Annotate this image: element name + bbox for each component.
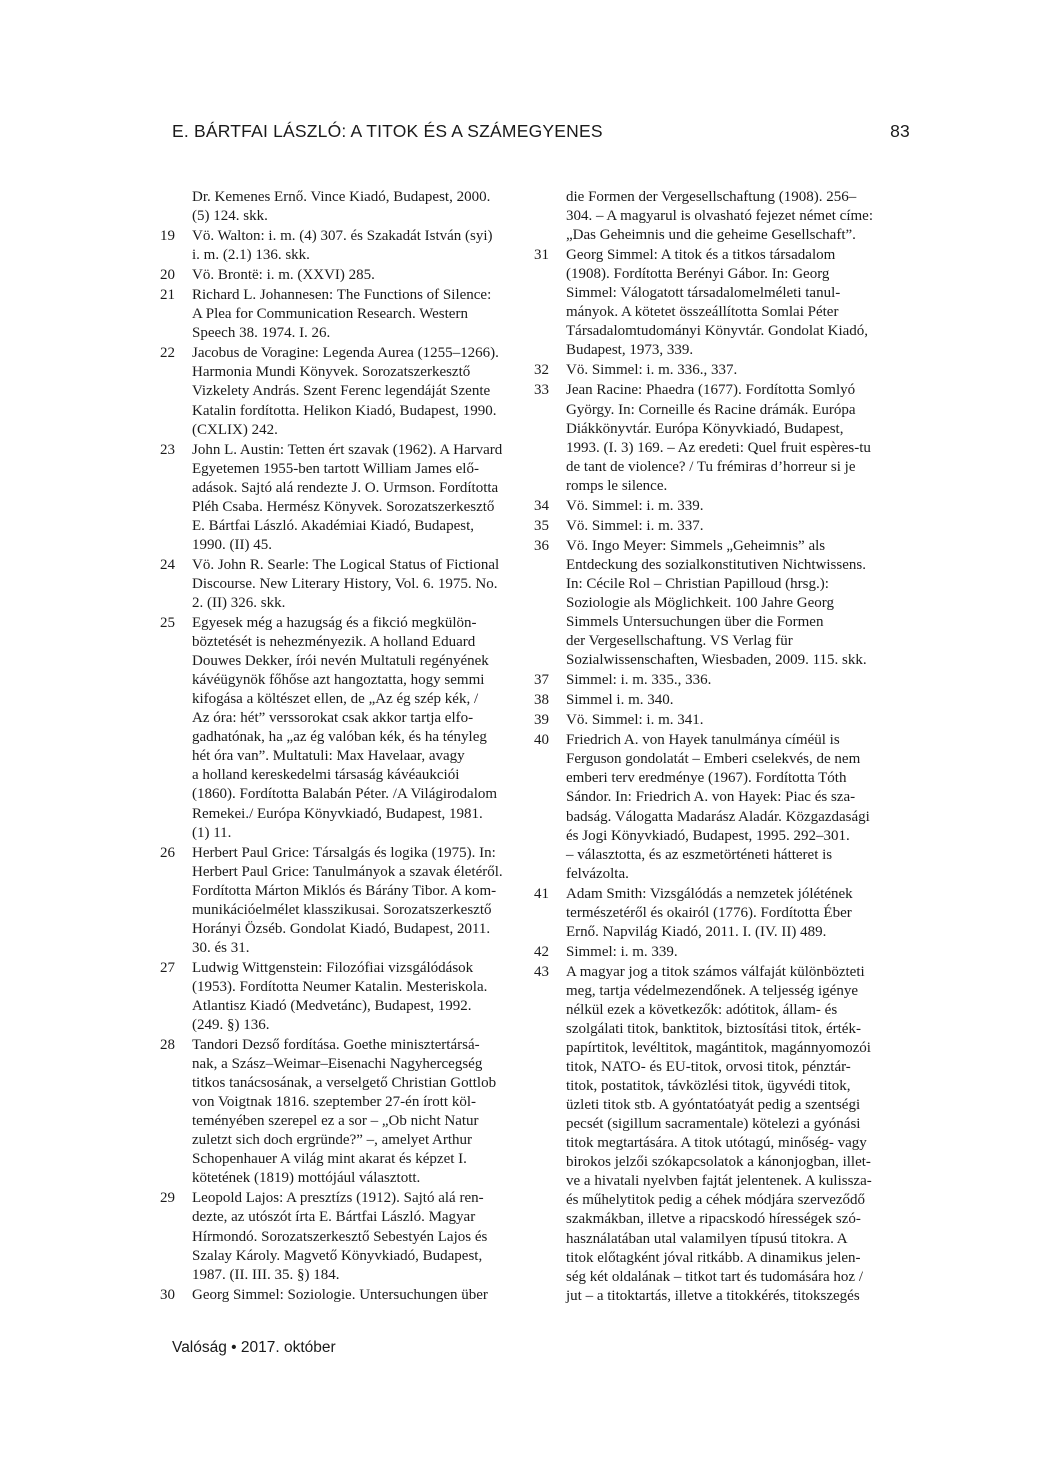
footnote <box>534 731 896 883</box>
footnote-number: 29 <box>160 1190 175 1207</box>
footnote-text: Simmel i. m. 340. <box>566 692 674 709</box>
footnote <box>160 344 528 439</box>
footnote <box>160 441 528 555</box>
footnote-text: Vö. John R. Searle: The Logical Status of Fictional Discourse. New Literary History, Vol. 6. 1975. No. 2. (II) 326. skk. <box>192 556 500 611</box>
footnote <box>534 671 896 690</box>
footnote-number: 43 <box>534 963 549 980</box>
footnote-text: Vö. Simmel: i. m. 341. <box>566 712 704 729</box>
footnote-number: 36 <box>534 537 549 554</box>
footnote-number: 34 <box>534 497 549 514</box>
footnote <box>160 844 528 958</box>
footnote-text: Georg Simmel: A titok és a titkos társadalom (1908). Fordította Berényi Gábor. In: Georg Simmel: Válogatott társadalomelméleti tanul- mányok. A kötetet összeállította Somlai Péter Társadalomtudományi Könyvtár. Gondolat Kiadó, Budapest, 1973, 339. <box>566 247 869 359</box>
footnote-text: Friedrich A. von Hayek tanulmánya címéül is Ferguson gondolatát – Emberi cselekvés, de nem emberi terv eredménye (1967). Fordította Tóth Sándor. In: Friedrich A. von Hayek: Piac és sza- badság. Válogatta Madarász Aladár. Közgazdasági és Jogi Könyvkiadó, Budapest, 1995. 292–301. – választotta, és az eszmetörténeti hátteret is felvázolta. <box>566 732 870 882</box>
footnote <box>534 517 896 536</box>
footnote-text: Simmel: i. m. 335., 336. <box>566 672 712 689</box>
footnote <box>534 943 896 962</box>
footnote <box>160 556 528 613</box>
running-header <box>172 121 910 145</box>
footnote-number: 35 <box>534 517 549 534</box>
footnote-text: Jean Racine: Phaedra (1677). Fordította Somlyó György. In: Corneille és Racine drámák. Európa Diákkönyvtár. Európa Könyvkiadó, Budapest, 1993. (I. 3) 169. – Az eredeti: Quel fruit espères-tu de tant de violence? / Tu frémiras d’horreur si je romps le silence. <box>566 382 871 494</box>
footnote <box>160 227 528 265</box>
footnote-number: 31 <box>534 247 549 264</box>
footnote-text: Vö. Walton: i. m. (4) 307. és Szakadát István (syi) i. m. (2.1) 136. skk. <box>192 228 493 264</box>
footnote-number: 39 <box>534 712 549 729</box>
footnote-text: Vö. Brontë: i. m. (XXVI) 285. <box>192 267 375 284</box>
footnote-text: Leopold Lajos: A presztízs (1912). Sajtó alá ren- dezte, az utószót írta E. Bártfai László. Magyar Hírmondó. Sorozatszerkesztő Sebestyén Lajos és Szalay Károly. Magvető Könyvkiadó, Budapest, 1987. (II. III. 35. §) 184. <box>192 1190 488 1283</box>
footnote-number: 26 <box>160 844 175 861</box>
footnote-text: Jacobus de Voragine: Legenda Aurea (1255–1266). Harmonia Mundi Könyvek. Sorozatszerkesztő Vizkelety András. Szent Ferenc legendáját Szente Katalin fordította. Helikon Kiadó, Budapest, 1990. (CXLIX) 242. <box>192 345 499 438</box>
footnote-number: 22 <box>160 345 175 362</box>
footnote-number: 40 <box>534 732 549 749</box>
notes-column-right <box>534 188 896 1307</box>
footnote-text: Vö. Ingo Meyer: Simmels „Geheimnis” als Entdeckung des sozialkonstitutiven Nichtwissens. In: Cécile Rol – Christian Papilloud (hrsg.): Soziologie als Möglichkeit. 100 Jahre Georg Simmels Untersuchungen über die Formen der Vergesellschaftung. VS Verlag für Sozialwissenschaften, Wiesbaden, 2009. 115. skk. <box>566 537 867 669</box>
footnote <box>160 266 528 285</box>
footnote-text: Simmel: i. m. 339. <box>566 943 678 960</box>
footnote-number: 20 <box>160 267 175 284</box>
notes-column-left <box>160 188 528 1306</box>
footnote <box>534 188 896 245</box>
footnote-number: 28 <box>160 1037 175 1054</box>
footnote <box>160 614 528 843</box>
footnote-text: Richard L. Johannesen: The Functions of Silence: A Plea for Communication Research. Western Speech 38. 1974. I. 26. <box>192 287 492 342</box>
footnote-text: Adam Smith: Vizsgálódás a nemzetek jólétének természetéről és okairól (1776). Fordította Éber Ernő. Napvilág Kiadó, 2011. I. (IV. II) 489. <box>566 885 853 940</box>
footnote <box>534 361 896 380</box>
footnote-text: A magyar jog a titok számos válfaját különbözteti meg, tartja védelmezendőnek. A teljesség igénye nélkül ezek a következők: adótitok, állam- és szolgálati titok, banktitok, biztosítási titok, érték- papírtitok, levéltitok, magántitok, magánnyomozói titok, NATO- és EU-titok, orvosi titok, pénztár- titok, postatitok, távközlési titok, ügyvédi titok, üzleti titok stb. A gyóntatóatyát pedig a szentségi pecsét (sigillum sacramentale) kötelezi a gyónási titok megtartására. A titok utótagú, minőség- vagy birokos jelzői szókapcsolatok a kánonjogban, illet- ve a hivatali nyelvben fajtát jelentenek. A kulissza- és műhelytitok pedig a céhek módjára szerveződő szakmákban, illetve a ripacskodó hírességek szó- használatában utal valamilyen típusú titokra. A titok előtagként jóval ritkább. A dinamikus jelen- ség két oldalának – titkot tart és tudomására hoz / jut – a titoktartás, illetve a titokkérés, titokszegés <box>566 963 872 1304</box>
footnote-number: 33 <box>534 382 549 399</box>
footnote <box>534 246 896 360</box>
footnote <box>160 1036 528 1188</box>
footnote-number: 37 <box>534 672 549 689</box>
page-number: 83 <box>890 121 910 141</box>
footnote-number: 30 <box>160 1286 175 1303</box>
page-footer: Valóság • 2017. október <box>172 1339 336 1356</box>
running-title: E. BÁRTFAI LÁSZLÓ: A TITOK ÉS A SZÁMEGYENES <box>172 121 603 141</box>
footnote <box>534 963 896 1306</box>
footnote-text: Egyesek még a hazugság és a fikció megkülön- böztetését is nehezményezik. A holland Eduard Douwes Dekker, írói nevén Multatuli regényének kávéügynök főhőse azt hangoztatta, hogy semmi kifogása a költészet ellen, de „Az ég szép kék, / Az óra: hét” verssorokat csak akkor tartja elfo- gadhatónak, ha „az ég valóban kék, és ha tényleg hét óra van”. Multatuli: Max Havelaar, avagy a holland kereskedelmi társaság kávéaukciói (1860). Fordította Balabán Péter. /A Világirodalom Remekei./ Európa Könyvkiadó, Budapest, 1981. (1) 11. <box>192 615 498 841</box>
footnote-text: Herbert Paul Grice: Társalgás és logika (1975). In: Herbert Paul Grice: Tanulmányok a szavak életéről. Fordította Márton Miklós és Bárány Tibor. A kom- munikációelmélet klasszikusai. Sorozatszerkesztő Horányi Özséb. Gondolat Kiadó, Budapest, 2011. 30. és 31. <box>192 844 503 956</box>
footnote <box>160 1189 528 1284</box>
footnote-number: 25 <box>160 615 175 632</box>
footnote-text: die Formen der Vergesellschaftung (1908). 256– 304. – A magyarul is olvasható fejezet német címe: „Das Geheimnis und die geheime Gesellschaft”. <box>566 189 873 244</box>
footnote-number: 27 <box>160 959 175 976</box>
footnote <box>534 885 896 942</box>
footnote <box>534 497 896 516</box>
footnote <box>160 188 528 226</box>
footnote-text: Georg Simmel: Soziologie. Untersuchungen über <box>192 1286 488 1303</box>
footnote <box>534 711 896 730</box>
footnote-text: John L. Austin: Tetten ért szavak (1962). A Harvard Egyetemen 1955-ben tartott William James elő- adások. Sajtó alá rendezte J. O. Urmson. Fordította Pléh Csaba. Hermész Könyvek. Sorozatszerkesztő E. Bártfai László. Akadémiai Kiadó, Budapest, 1990. (II) 45. <box>192 441 503 553</box>
footnote-text: Ludwig Wittgenstein: Filozófiai vizsgálódások (1953). Fordította Neumer Katalin. Mesteriskola. Atlantisz Kiadó (Medvetánc), Budapest, 1992. (249. §) 136. <box>192 959 488 1034</box>
footnote <box>160 286 528 343</box>
footnote-text: Dr. Kemenes Ernő. Vince Kiadó, Budapest, 2000. (5) 124. skk. <box>192 189 491 225</box>
footnote-number: 19 <box>160 228 175 245</box>
footnote-text: Tandori Dezső fordítása. Goethe minisztertársá- nak, a Szász–Weimar–Eisenachi Nagyhercegség titkos tanácsosának, a verselgető Christian Gottlob von Voigtnak 1816. szeptember 27-én írott köl- teményében szerepel ez a sor – „Ob nicht Natur zuletzt sich doch ergründe?” –, amelyet Arthur Schopenhauer A világ mint akarat és képzet I. kötetének (1819) mottójául választott. <box>192 1037 497 1187</box>
footnote-text: Vö. Simmel: i. m. 339. <box>566 497 704 514</box>
footnote <box>160 1286 528 1305</box>
footnote-number: 24 <box>160 556 175 573</box>
footnote-number: 23 <box>160 441 175 458</box>
footnote <box>160 959 528 1035</box>
footnote-number: 42 <box>534 943 549 960</box>
footnote <box>534 537 896 670</box>
footnote <box>534 381 896 495</box>
footnote-text: Vö. Simmel: i. m. 336., 337. <box>566 362 738 379</box>
footnote-number: 32 <box>534 362 549 379</box>
footnote-number: 21 <box>160 287 175 304</box>
footnote-number: 38 <box>534 692 549 709</box>
footnote-text: Vö. Simmel: i. m. 337. <box>566 517 704 534</box>
footnote <box>534 691 896 710</box>
footnote-number: 41 <box>534 885 549 902</box>
